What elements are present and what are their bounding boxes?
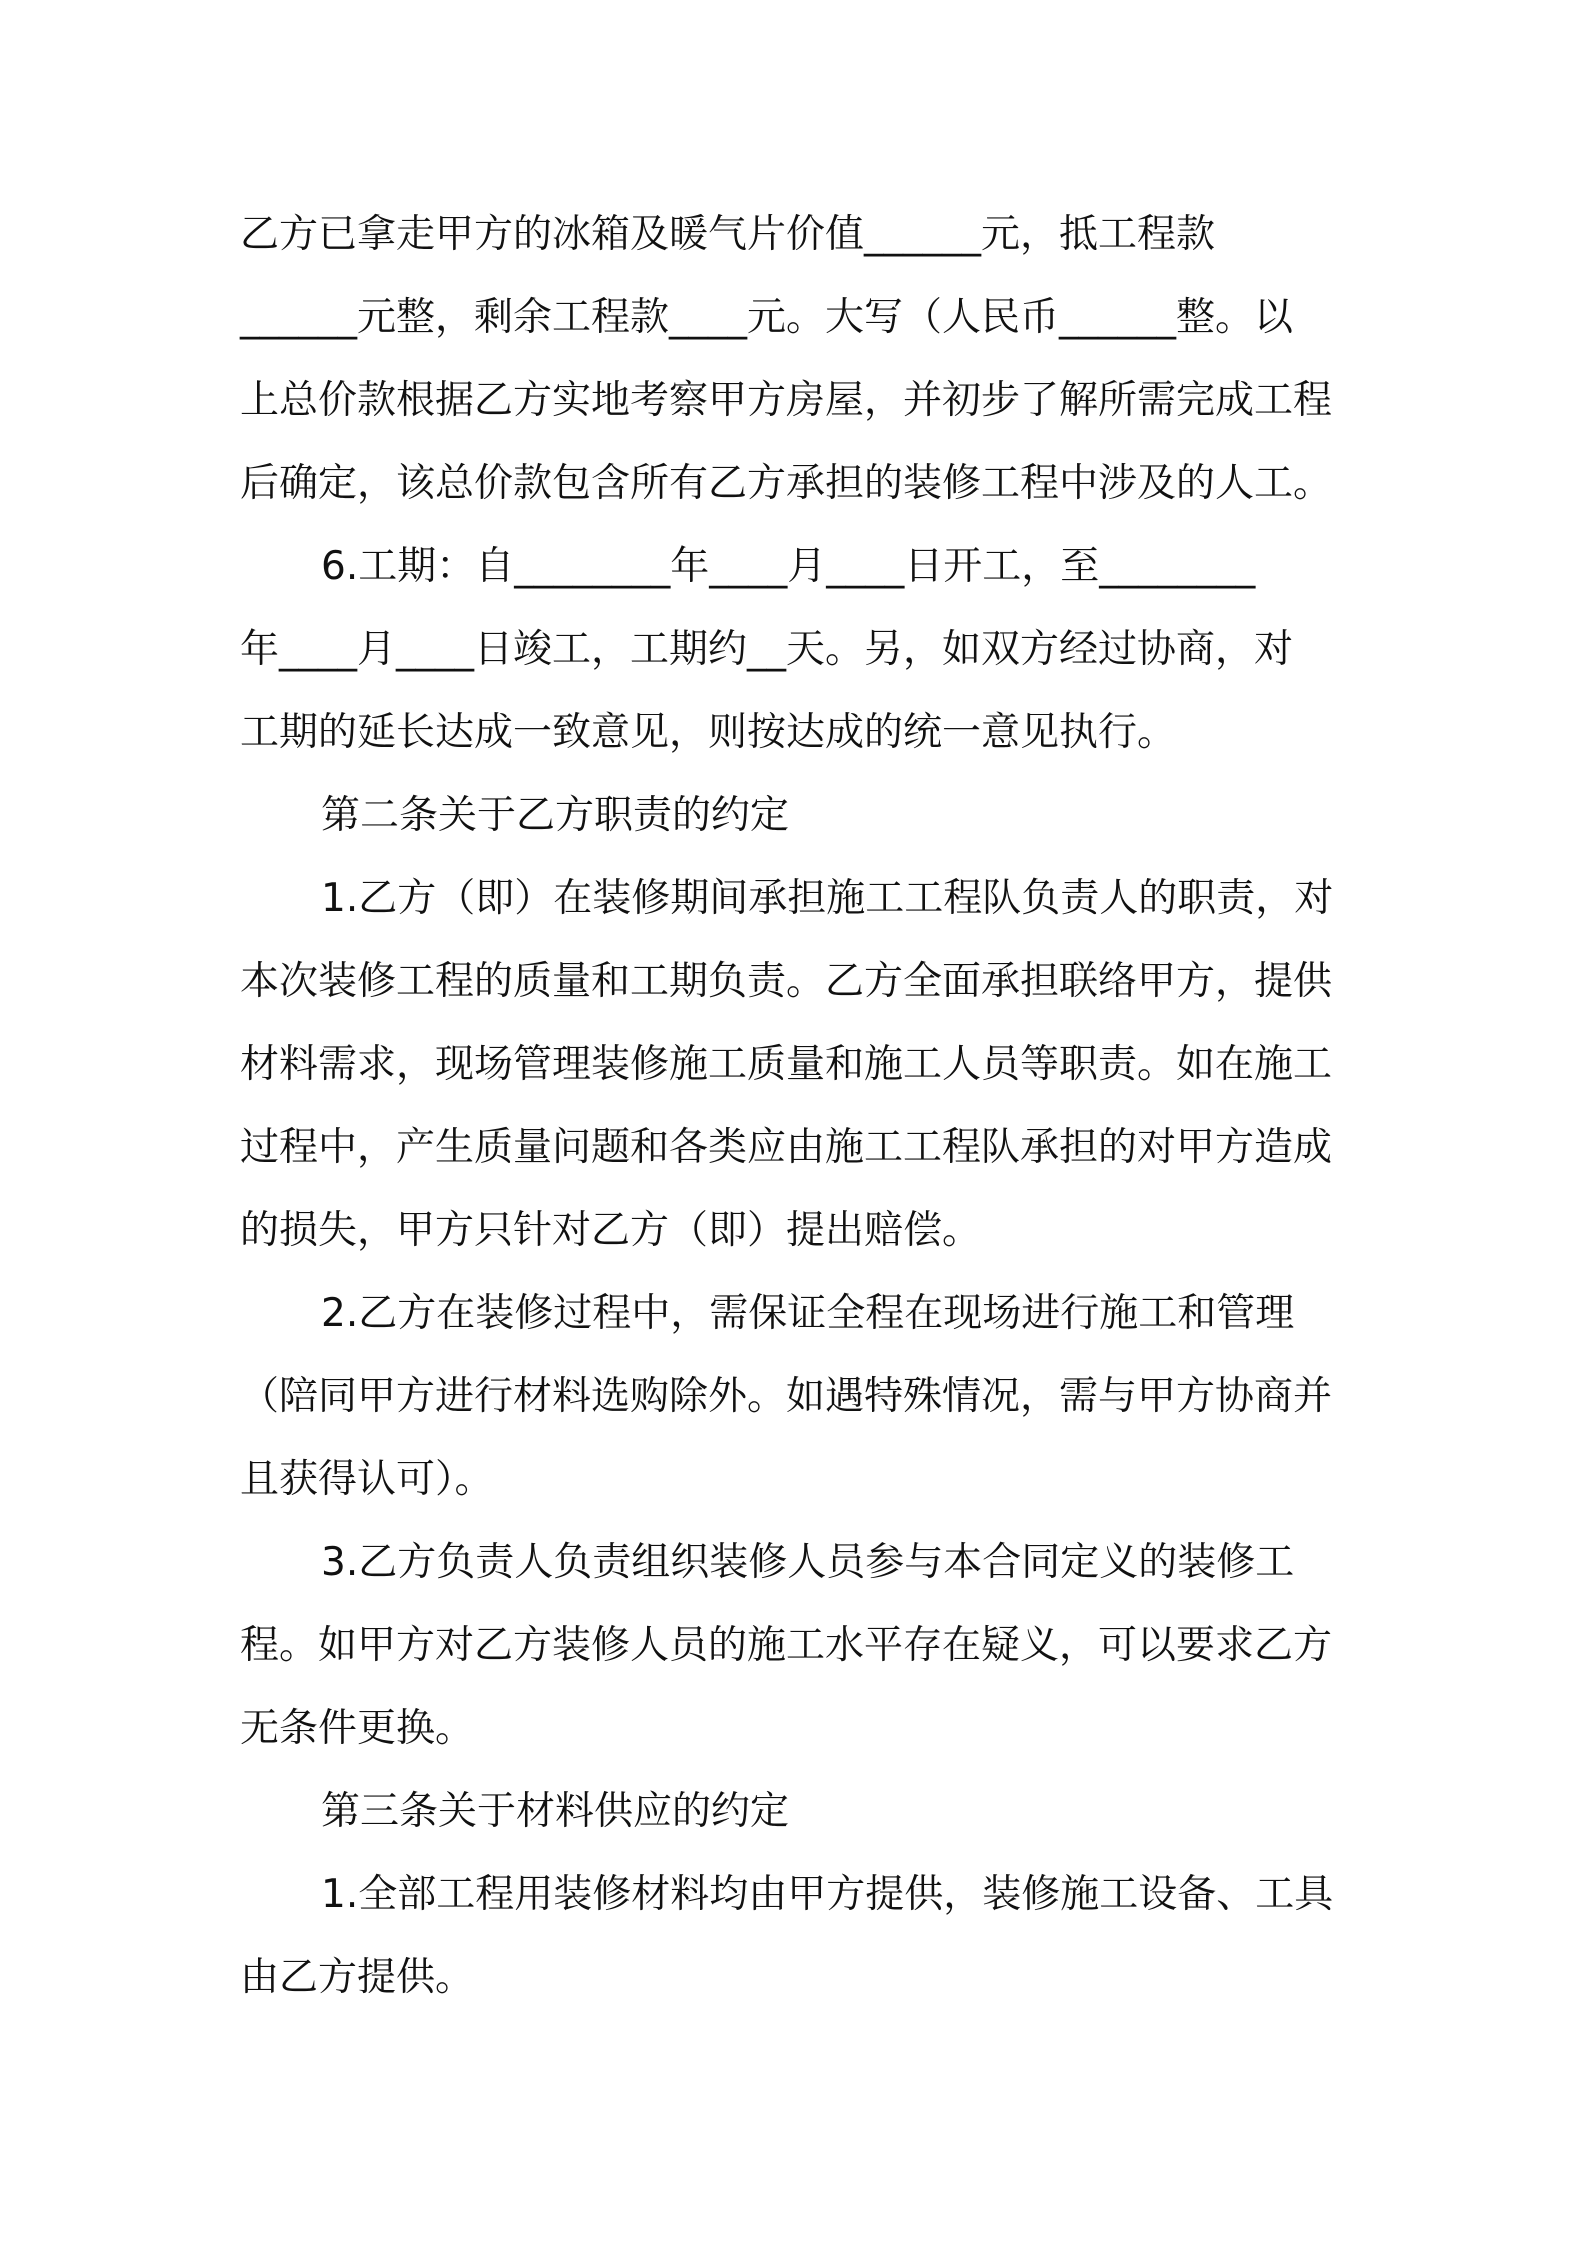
paragraph-line: 本次装修工程的质量和工期负责。乙方全面承担联络甲方，提供 — [240, 959, 1333, 1004]
paragraph-line: 由乙方提供。 — [240, 1955, 475, 2000]
paragraph-line: 年____月____日竣工，工期约__天。另，如双方经过协商，对 — [240, 627, 1294, 672]
paragraph-line: 的损失，甲方只针对乙方（即）提出赔偿。 — [240, 1208, 982, 1253]
paragraph-line: 2.乙方在装修过程中，需保证全程在现场进行施工和管理 — [321, 1291, 1295, 1336]
paragraph-line: 6.工期：自________年____月____日开工，至________ — [321, 544, 1256, 589]
paragraph-line: 工期的延长达成一致意见，则按达成的统一意见执行。 — [240, 710, 1177, 755]
document-body — [240, 193, 1352, 2019]
paragraph-line: 1.全部工程用装修材料均由甲方提供，装修施工设备、工具 — [321, 1872, 1334, 1917]
paragraph-line: 1.乙方（即）在装修期间承担施工工程队负责人的职责，对 — [321, 876, 1334, 921]
paragraph-line: 且获得认可）。 — [240, 1457, 494, 1502]
section-heading: 第三条关于材料供应的约定 — [321, 1789, 790, 1834]
section-heading: 第二条关于乙方职责的约定 — [321, 793, 790, 838]
paragraph-line: ______元整，剩余工程款____元。大写（人民币______整。以 — [240, 295, 1294, 340]
paragraph-line: 程。如甲方对乙方装修人员的施工水平存在疑义，可以要求乙方 — [240, 1623, 1333, 1668]
paragraph-line: 材料需求，现场管理装修施工质量和施工人员等职责。如在施工 — [240, 1042, 1333, 1087]
paragraph-line: 上总价款根据乙方实地考察甲方房屋，并初步了解所需完成工程 — [240, 378, 1333, 423]
paragraph-line: 过程中，产生质量问题和各类应由施工工程队承担的对甲方造成 — [240, 1125, 1333, 1170]
paragraph-line: 后确定，该总价款包含所有乙方承担的装修工程中涉及的人工。 — [240, 461, 1333, 506]
paragraph-line: 无条件更换。 — [240, 1706, 475, 1751]
paragraph-line: 乙方已拿走甲方的冰箱及暖气片价值______元，抵工程款 — [240, 212, 1216, 257]
paragraph-line: 3.乙方负责人负责组织装修人员参与本合同定义的装修工 — [321, 1540, 1295, 1585]
paragraph-line: （陪同甲方进行材料选购除外。如遇特殊情况，需与甲方协商并 — [240, 1374, 1333, 1419]
